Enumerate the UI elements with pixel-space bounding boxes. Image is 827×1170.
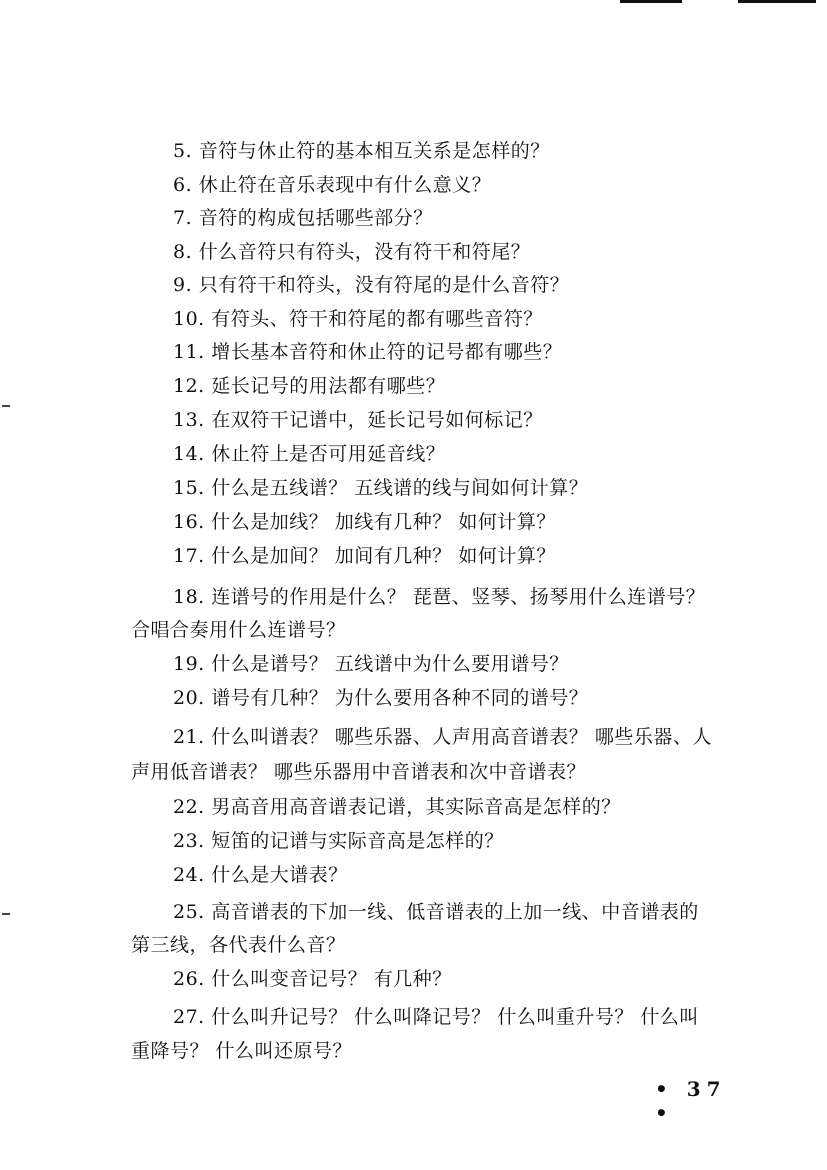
question-7: 7. 音符的构成包括哪些部分？ <box>173 207 433 229</box>
page-number: • 37 • <box>655 1077 727 1125</box>
question-14: 14. 休止符上是否可用延音线？ <box>173 443 446 465</box>
question-21-continuation: 声用低音谱表？ 哪些乐器用中音谱表和次中音谱表？ <box>131 761 587 783</box>
question-27: 27. 什么叫升记号？ 什么叫降记号？ 什么叫重升号？ 什么叫 <box>173 1006 699 1028</box>
question-25: 25. 高音谱表的下加一线、低音谱表的上加一线、中音谱表的 <box>173 901 699 923</box>
question-25-continuation: 第三线，各代表什么音？ <box>131 934 346 956</box>
question-17: 17. 什么是加间？ 加间有几种？ 如何计算？ <box>173 545 556 567</box>
question-5: 5. 音符与休止符的基本相互关系是怎样的？ <box>173 140 550 162</box>
question-11: 11. 增长基本音符和休止符的记号都有哪些？ <box>173 341 563 363</box>
question-19: 19. 什么是谱号？ 五线谱中为什么要用谱号？ <box>173 653 569 675</box>
question-16: 16. 什么是加线？ 加线有几种？ 如何计算？ <box>173 511 556 533</box>
question-9: 9. 只有符干和符头，没有符尾的是什么音符？ <box>173 274 570 296</box>
question-24: 24. 什么是大谱表？ <box>173 864 348 886</box>
question-12: 12. 延长记号的用法都有哪些？ <box>173 375 446 397</box>
question-8: 8. 什么音符只有符头，没有符干和符尾？ <box>173 241 531 263</box>
question-27-continuation: 重降号？ 什么叫还原号？ <box>131 1040 353 1062</box>
question-21: 21. 什么叫谱表？ 哪些乐器、人声用高音谱表？ 哪些乐器、人 <box>173 726 712 748</box>
question-20: 20. 谱号有几种？ 为什么要用各种不同的谱号？ <box>173 687 589 709</box>
scan-edge-mark <box>738 0 816 3</box>
scan-edge-mark <box>620 0 682 3</box>
question-15: 15. 什么是五线谱？ 五线谱的线与间如何计算？ <box>173 477 589 499</box>
question-22: 22. 男高音用高音谱表记谱，其实际音高是怎样的？ <box>173 796 621 818</box>
question-26: 26. 什么叫变音记号？ 有几种？ <box>173 968 452 990</box>
question-18: 18. 连谱号的作用是什么？ 琵琶、竖琴、扬琴用什么连谱号？ <box>173 586 706 608</box>
question-18-continuation: 合唱合奏用什么连谱号？ <box>131 619 346 641</box>
question-10: 10. 有符头、符干和符尾的都有哪些音符？ <box>173 308 543 330</box>
question-6: 6. 休止符在音乐表现中有什么意义？ <box>173 174 492 196</box>
question-13: 13. 在双符干记谱中，延长记号如何标记？ <box>173 409 543 431</box>
question-23: 23. 短笛的记谱与实际音高是怎样的？ <box>173 830 504 852</box>
margin-mark <box>2 405 10 407</box>
margin-mark <box>2 913 10 915</box>
